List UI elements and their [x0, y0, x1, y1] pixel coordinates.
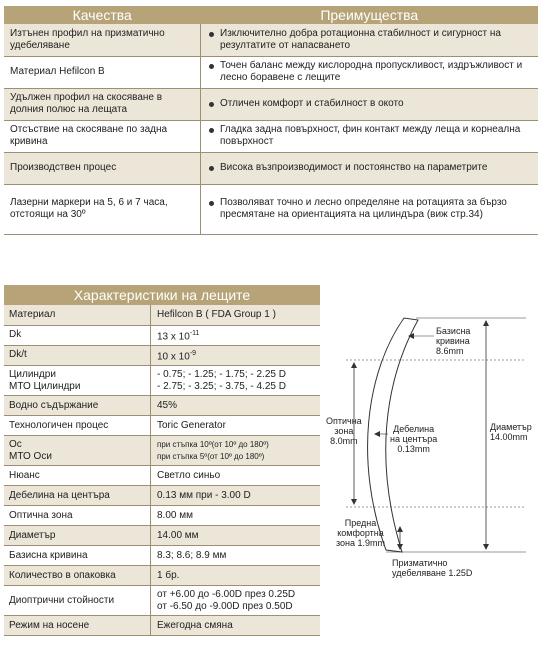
spec-key: Dk/t [4, 345, 151, 365]
spec-value [151, 436, 321, 466]
benefit-text: Изключително добра ротационна стабилност и сигурност на резултатите от напасването [220, 27, 501, 51]
spec-value-text: 0.13 мм при - 3.00 D [157, 489, 251, 501]
table-row [4, 586, 320, 616]
spec-value [151, 546, 321, 566]
benefit-text: Точен баланс между кислородна пропускливост, издръжливост и лесно боравене с лещите [220, 60, 523, 83]
benefit-text: Висока възпроизводимост и постоянство на параметрите [220, 162, 488, 173]
spec-value [151, 396, 321, 416]
spec-key: Материал [4, 305, 151, 325]
spec-key: Технологичен процес [4, 416, 151, 436]
header-qualities: Качества [72, 7, 132, 23]
table-row [4, 56, 538, 88]
label-base-curve: Базисна кривина 8.6mm [436, 326, 471, 356]
table-row [4, 152, 538, 184]
spec-key: Dk [4, 325, 151, 345]
label-optic-zone: Оптична зона 8.0mm [326, 416, 362, 446]
table-row [4, 546, 320, 566]
table-row [4, 366, 320, 396]
table-row [4, 416, 320, 436]
bullet-icon [209, 166, 214, 171]
quality-cell: Лазерни маркери на 5, 6 и 7 часа, отстоящи на 30º [4, 184, 201, 234]
spec-key: Дебелина на центъра [4, 486, 151, 506]
spec-key: Диаметър [4, 526, 151, 546]
spec-value [151, 586, 321, 616]
spec-value [151, 566, 321, 586]
spec-value-text: Ежегодна смяна [157, 619, 233, 631]
benefit-text: Позволяват точно и лесно определяне на ротацията за бързо пресмятане на ориентацията на цилиндъра (виж стр.34) [220, 197, 507, 220]
table-row [4, 345, 320, 365]
spec-value-text: 45% [157, 399, 178, 411]
spec-value [151, 466, 321, 486]
spec-value [151, 506, 321, 526]
benefit-text: Гладка задна повърхност, фин контакт между леща и корнеална повърхност [220, 124, 521, 147]
spec-key: Диоптрични стойности [4, 586, 151, 616]
header-benefits: Преимущества [320, 7, 419, 23]
table-row [4, 506, 320, 526]
spec-exponent: -9 [189, 349, 197, 357]
table-row [4, 120, 538, 152]
table-row [4, 305, 320, 325]
benefit-text: Отличен комфорт и стабилност в окото [220, 98, 404, 109]
spec-value-text: 1 бр. [157, 569, 180, 581]
label-prism-ballast: Призматично удебеляване 1.25D [392, 558, 473, 578]
spec-key: Оптична зона [4, 506, 151, 526]
spec-value [151, 486, 321, 506]
spec-value-text: Toric Generator [157, 419, 226, 431]
spec-key: Режим на носене [4, 616, 151, 636]
spec-value-text: Hefilcon B ( FDA Group 1 ) [157, 308, 276, 320]
table-row [4, 325, 320, 345]
bullet-icon [209, 32, 214, 37]
spec-value [151, 345, 321, 365]
table-row [4, 526, 320, 546]
spec-value-text: от +6.00 до -6.00D през 0.25D от -6.50 до -9.00D през 0.50D [157, 588, 296, 612]
spec-value [151, 366, 321, 396]
benefit-cell [201, 56, 539, 88]
table-row [4, 616, 320, 636]
table-row [4, 24, 538, 56]
spec-value-text: - 0.75; - 1.25; - 1.75; - 2.25 D - 2.75; - 3.25; - 3.75, - 4.25 D [157, 368, 286, 392]
spec-value-text: 8.00 мм [157, 509, 193, 521]
bullet-icon [209, 102, 214, 107]
spec-value-text: 10 x 10 [157, 351, 190, 363]
spec-key: Нюанс [4, 466, 151, 486]
spec-value-text: Светло синьо [157, 469, 221, 481]
lens-diagram [326, 312, 548, 590]
table-row [4, 396, 320, 416]
quality-cell: Удължен профил на скосяване в долния полюс на лещата [4, 88, 201, 120]
spec-value-text: 8.3; 8.6; 8.9 мм [157, 549, 227, 561]
benefit-cell [201, 184, 539, 234]
table-row [4, 184, 538, 234]
spec-value-text: 13 x 10 [157, 330, 190, 342]
table-row [4, 88, 538, 120]
spec-key: Цилиндри МТО Цилиндри [4, 366, 151, 396]
benefit-cell [201, 24, 539, 56]
benefit-cell [201, 120, 539, 152]
table-row [4, 486, 320, 506]
spec-key: Базисна кривина [4, 546, 151, 566]
qualities-header-row [4, 6, 538, 24]
label-center-thickness: Дебелина на центъра 0.13mm [390, 424, 438, 454]
table-row [4, 436, 320, 466]
spec-key: Водно съдържание [4, 396, 151, 416]
quality-cell: Отсъствие на скосяване по задна кривина [4, 120, 201, 152]
spec-value-text: 14.00 мм [157, 529, 199, 541]
spec-value [151, 416, 321, 436]
benefit-cell [201, 152, 539, 184]
specs-header-row [4, 285, 320, 305]
quality-cell: Материал Hefilcon B [4, 56, 201, 88]
bullet-icon [209, 64, 214, 69]
spec-value-text: при стъпка 10º(от 10º до 180º) при стъпка 5º(от 10º до 180º) [157, 439, 269, 461]
label-front-comfort-zone: Предна комфортна зона 1.9mm [336, 518, 386, 548]
table-row [4, 466, 320, 486]
table-row [4, 566, 320, 586]
spec-value [151, 305, 321, 325]
specs-table [4, 285, 320, 636]
label-diameter: Диаметър 14.00mm [490, 422, 532, 442]
spec-value [151, 526, 321, 546]
bullet-icon [209, 128, 214, 133]
benefit-cell [201, 88, 539, 120]
quality-cell: Производствен процес [4, 152, 201, 184]
spec-exponent: -11 [189, 329, 200, 337]
spec-key: Количество в опаковка [4, 566, 151, 586]
spec-value [151, 325, 321, 345]
specs-title: Характеристики на лещите [73, 287, 251, 303]
spec-key: Ос МТО Оси [4, 436, 151, 466]
bullet-icon [209, 201, 214, 206]
qualities-table [4, 6, 538, 235]
spec-value [151, 616, 321, 636]
quality-cell: Изтънен профил на призматично удебеляване [4, 24, 201, 56]
